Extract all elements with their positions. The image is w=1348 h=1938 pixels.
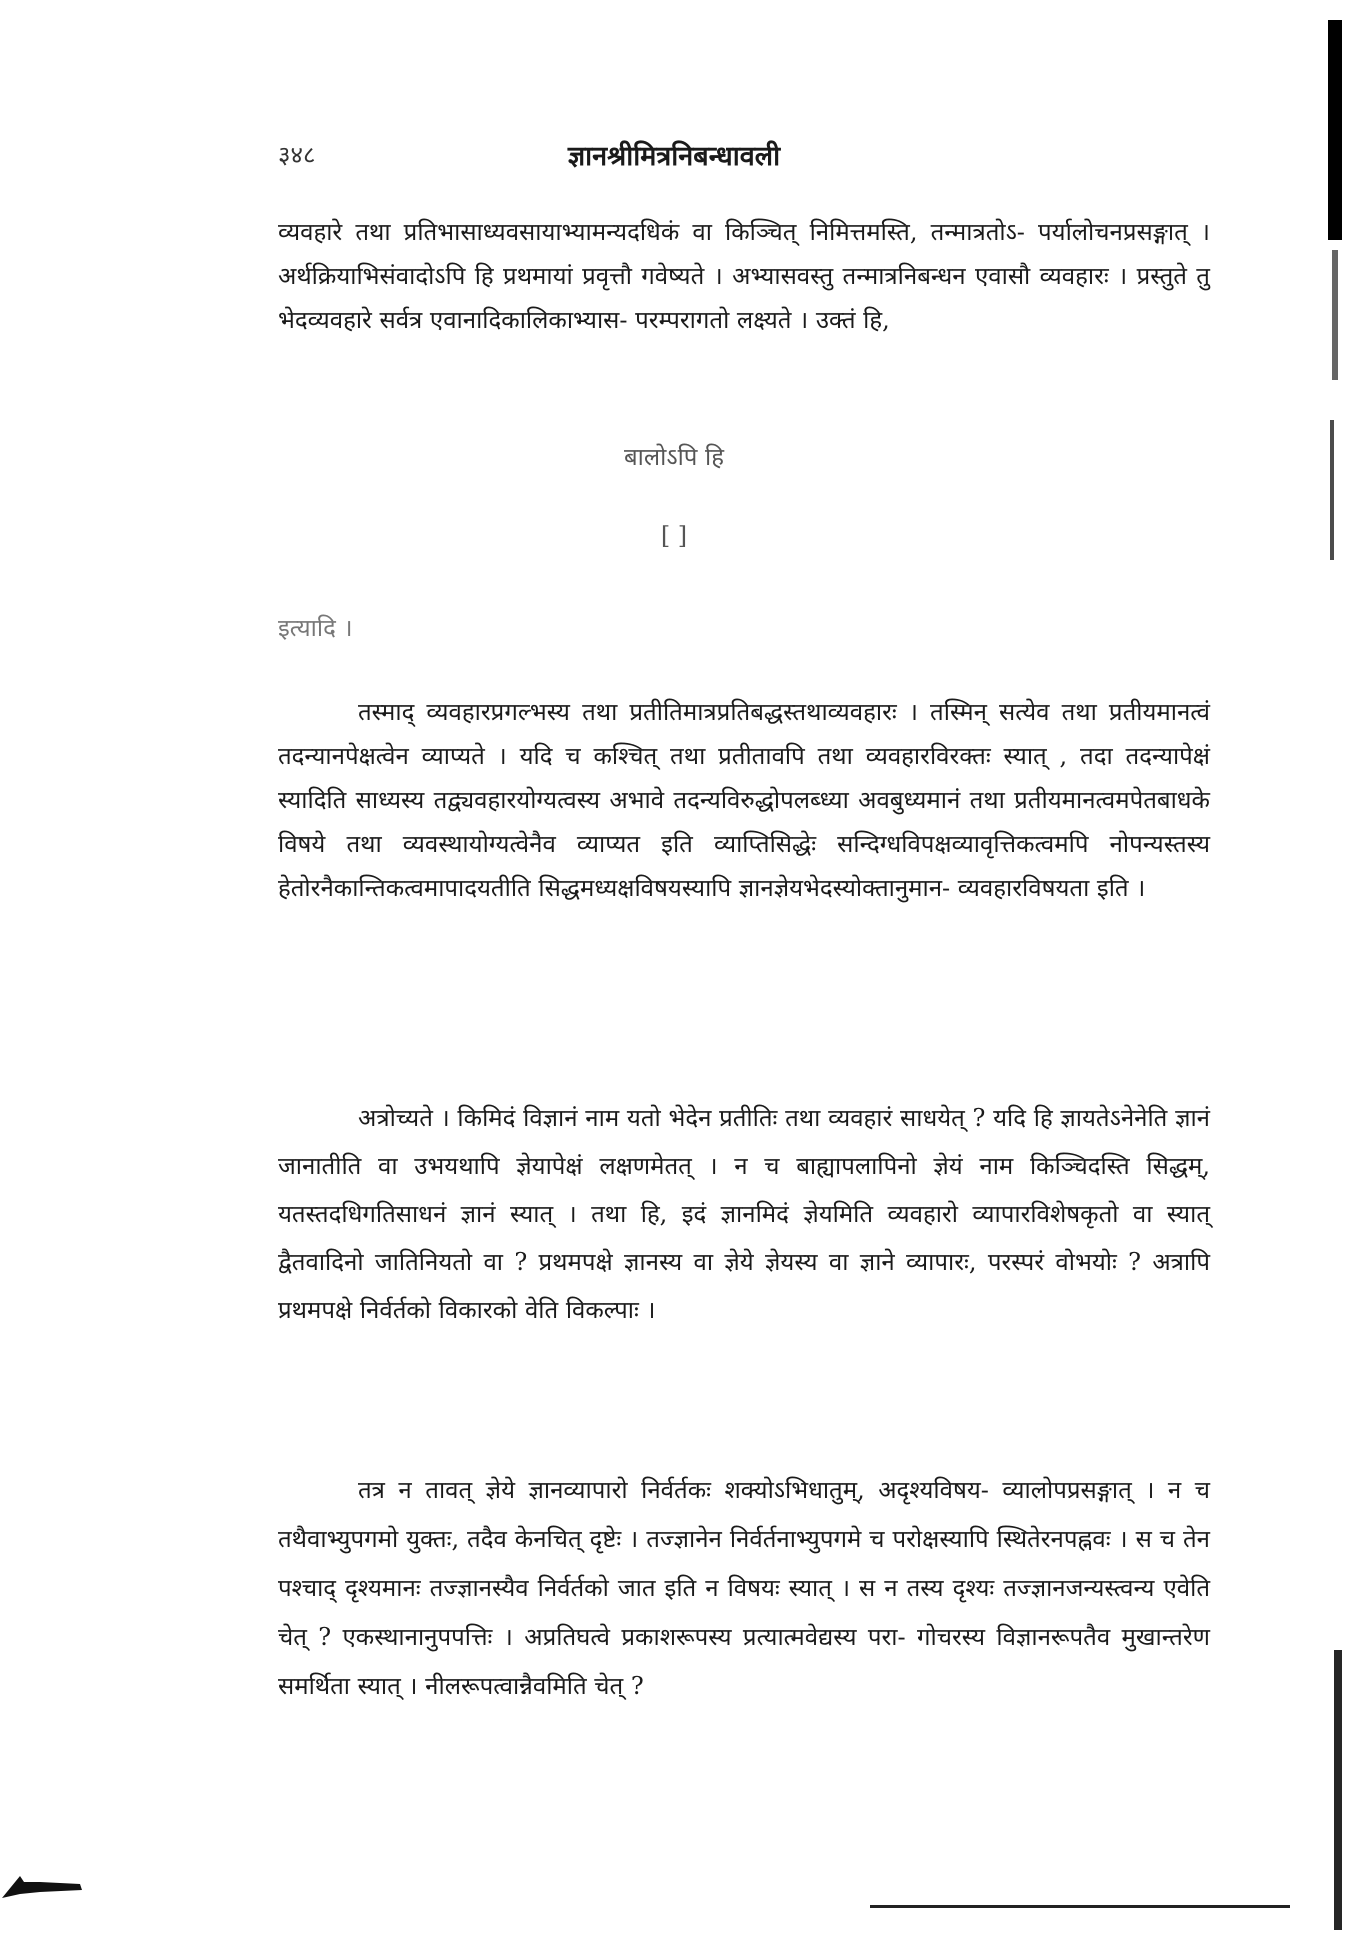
ityadi-line <box>278 606 1210 650</box>
scan-edge-artifact <box>1318 0 1348 1938</box>
paragraph-1 <box>278 690 1210 910</box>
corner-ink-mark <box>0 1868 90 1908</box>
paragraph-1-text: तस्माद् व्यवहारप्रगल्भस्य तथा प्रतीतिमात्रप्रतिबद्धस्तथाव्यवहारः । तस्मिन् सत्येव तथा प्रतीयमानत्वं तदन्यानपेक्षत्वेन व्याप्यते । यदि च कश्चित् तथा प्रतीतावपि तथा व्यवहारविरक्तः स्यात् , तदा तदन्यापेक्षं स्यादिति साध्यस्य तद्व्यवहारयोग्यत्वस्य अभावे तदन्यविरुद्धोपलब्ध्या अवबुध्यमानं तथा प्रतीयमानत्वमपेतबाधके विषये तथा व्यवस्थायोग्यत्वेनैव व्याप्यत इति व्याप्तिसिद्धेः सन्दिग्धविपक्षव्यावृत्तिकत्वमपि नोपन्यस्तस्य हेतोरनैकान्तिकत्वमापादयतीति सिद्धमध्यक्षविषयस्यापि ज्ञानज्ञेयभेदस्योक्तानुमान- व्यवहारविषयता इति । <box>278 698 1210 902</box>
verse-line-2: [ ] <box>660 522 688 550</box>
page-number: ३४८ <box>278 141 316 169</box>
paragraph-3 <box>278 1466 1210 1711</box>
running-title: ज्ञानश्रीमित्रनिबन्धावली <box>567 141 781 172</box>
verse-line-1: बालोऽपि हि <box>623 443 725 471</box>
ityadi-text: इत्यादि । <box>278 614 353 642</box>
intro-paragraph-text: व्यवहारे तथा प्रतिभासाध्यवसायाभ्यामन्यदधिकं वा किञ्चित् निमित्तमस्ति, तन्मात्रतोऽ- पर्यालोचनप्रसङ्गात् । अर्थक्रियाभिसंवादोऽपि हि प्रथमायां प्रवृत्तौ गवेष्यते । अभ्यासवस्तु तन्मात्रनिबन्धन एवासौ व्यवहारः । प्रस्तुते तु भेदव्यवहारे सर्वत्र एवानादिकालिकाभ्यास- परम्परागतो लक्ष्यते । उक्तं हि, <box>278 218 1210 334</box>
bottom-scan-rule <box>870 1905 1290 1908</box>
paragraph-3-text: तत्र न तावत् ज्ञेये ज्ञानव्यापारो निर्वर्तकः शक्योऽभिधातुम्, अदृश्यविषय- व्यालोपप्रसङ्गात् । न च तथैवाभ्युपगमो युक्तः, तदैव केनचित् दृष्टेः । तज्ज्ञानेन निर्वर्तनाभ्युपगमे च परोक्षस्यापि स्थितेरनपह्नवः । स च तेन पश्चाद् दृश्यमानः तज्ज्ञानस्यैव निर्वर्तको जात इति न विषयः स्यात् । स न तस्य दृश्यः तज्ज्ञानजन्यस्त्वन्य एवेति चेत् ? एकस्थानानुपपत्तिः । अप्रतिघत्वे प्रकाशरूपस्य प्रत्यात्मवेद्यस्य परा- गोचरस्य विज्ञानरूपतैव मुखान्तरेण समर्थिता स्यात् । नीलरूपत्वान्नैवमिति चेत् ? <box>278 1476 1210 1700</box>
paragraph-2 <box>278 1094 1210 1334</box>
intro-paragraph <box>278 210 1210 342</box>
paragraph-2-text: अत्रोच्यते । किमिदं विज्ञानं नाम यतो भेदेन प्रतीतिः तथा व्यवहारं साधयेत् ? यदि हि ज्ञायतेऽनेनेति ज्ञानं जानातीति वा उभयथापि ज्ञेयापेक्षं लक्षणमेतत् । न च बाह्यापलापिनो ज्ञेयं नाम किञ्चिदस्ति सिद्धम्, यतस्तदधिगतिसाधनं ज्ञानं स्यात् । तथा हि, इदं ज्ञानमिदं ज्ञेयमिति व्यवहारो व्यापारविशेषकृतो वा स्यात् द्वैतवादिनो जातिनियतो वा ? प्रथमपक्षे ज्ञानस्य वा ज्ञेये ज्ञेयस्य वा ज्ञाने व्यापारः, परस्परं वोभयोः ? अत्रापि प्रथमपक्षे निर्वर्तको विकारको वेति विकल्पाः । <box>278 1104 1210 1324</box>
